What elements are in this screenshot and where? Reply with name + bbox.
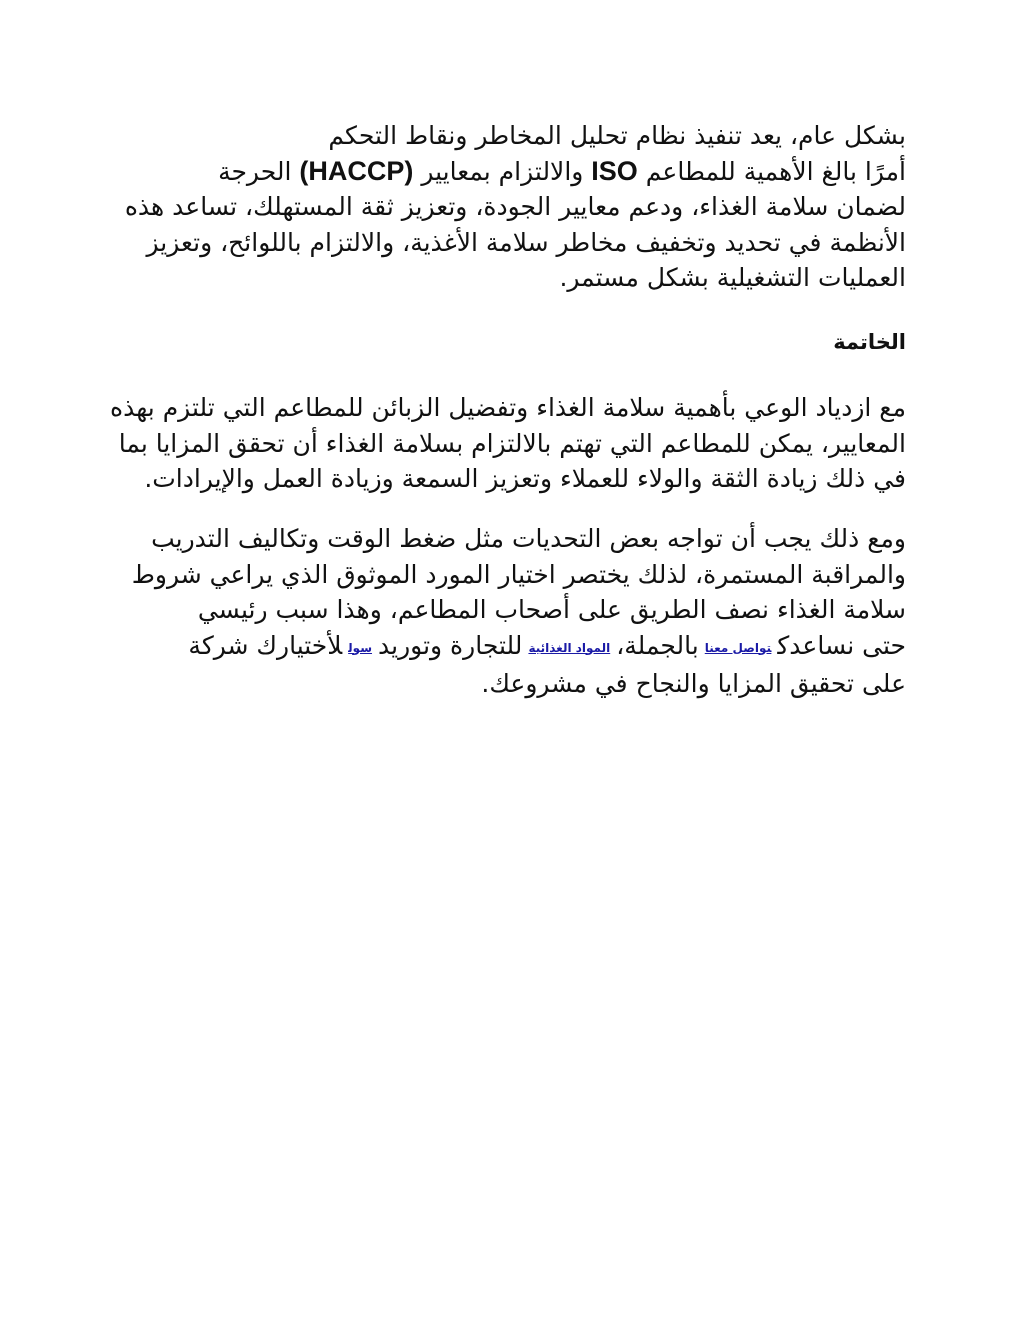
para-two-line-2: والمراقبة المستمرة، لذلك يختصر اختيار المورد الموثوق الذي يراعي شروط bbox=[131, 559, 906, 589]
intro-line-5: العمليات التشغيلية بشكل مستمر. bbox=[559, 263, 906, 292]
para-two-line-3: سلامة الغذاء نصف الطريق على أصحاب المطاعم، وهذا سبب رئيسي bbox=[197, 595, 906, 624]
para-two-line-4-b: بالجملة، bbox=[616, 630, 699, 660]
para-two-line-5: على تحقيق المزايا والنجاح في مشروعك. bbox=[481, 669, 906, 698]
para-two-line-4-d: لأختيارك شركة bbox=[188, 630, 343, 660]
para-one-line-1: مع ازدياد الوعي بأهمية سلامة الغذاء وتفضيل الزبائن للمطاعم التي تلتزم بهذه bbox=[110, 393, 906, 422]
conclusion-paragraph-2 bbox=[120, 521, 906, 702]
para-one-line-2: المعايير، يمكن للمطاعم التي تهتم بالالتزام بسلامة الغذاء أن تحقق المزايا بما bbox=[118, 428, 906, 458]
para-two-line-4 bbox=[120, 628, 906, 667]
intro-line-2-end: الحرجة bbox=[218, 156, 292, 186]
contact-us-link[interactable]: تواصل معنا bbox=[704, 640, 772, 655]
para-one-line-3: في ذلك زيادة الثقة والولاء للعملاء وتعزيز السمعة وزيادة العمل والإيرادات. bbox=[144, 464, 906, 493]
sol-link[interactable]: سول bbox=[348, 640, 373, 655]
para-two-line-1: ومع ذلك يجب أن تواجه بعض التحديات مثل ضغط الوقت وتكاليف التدريب bbox=[151, 524, 906, 553]
haccp-term: (HACCP) bbox=[299, 155, 414, 186]
intro-line-4: الأنظمة في تحديد وتخفيف مخاطر سلامة الأغذية، والالتزام باللوائح، وتعزيز bbox=[146, 227, 906, 257]
intro-paragraph bbox=[120, 118, 906, 296]
intro-line-1: بشكل عام، يعد تنفيذ نظام تحليل المخاطر ونقاط التحكم bbox=[328, 121, 906, 150]
para-two-line-4-a: حتى نساعدك bbox=[777, 630, 906, 660]
intro-line-3: لضمان سلامة الغذاء، ودعم معايير الجودة، وتعزيز ثقة المستهلك، تساعد هذه bbox=[124, 192, 906, 221]
food-materials-link[interactable]: المواد الغذائية bbox=[528, 640, 611, 655]
conclusion-paragraph-1 bbox=[110, 390, 906, 497]
conclusion-heading: الخاتمة bbox=[833, 330, 906, 354]
iso-term: ISO bbox=[591, 155, 638, 186]
para-two-line-4-c: للتجارة وتوريد bbox=[378, 630, 523, 660]
intro-line-2 bbox=[120, 154, 906, 190]
intro-line-2-start: أمرًا بالغ الأهمية للمطاعم bbox=[645, 156, 906, 186]
intro-line-2-middle: والالتزام بمعايير bbox=[421, 156, 584, 186]
